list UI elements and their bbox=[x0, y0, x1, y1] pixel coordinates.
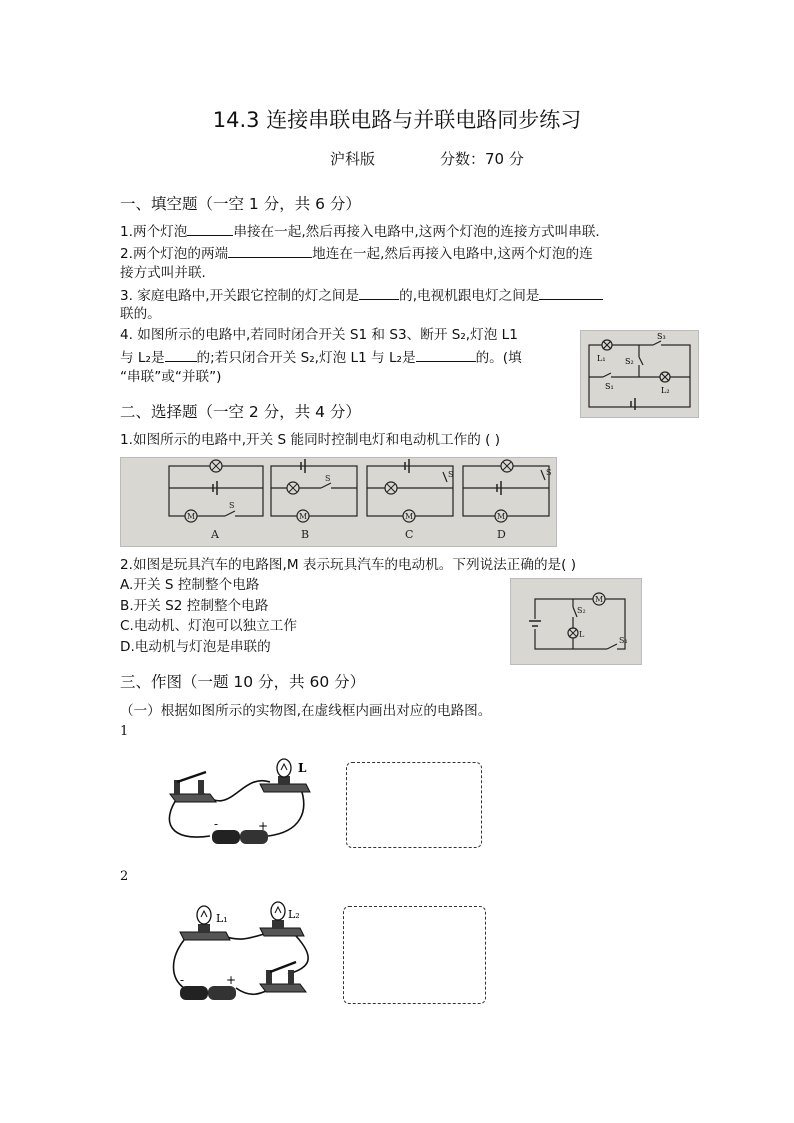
answer-blank[interactable] bbox=[228, 243, 312, 258]
switch-s2-label: S₂ bbox=[577, 606, 586, 615]
section2-heading: 二、选择题（一空 2 分，共 4 分） bbox=[120, 403, 361, 421]
motor-label: M bbox=[595, 595, 604, 604]
s1-q1 bbox=[120, 221, 600, 242]
s1-q2 bbox=[120, 243, 593, 264]
s2-q2: 2.如图是玩具汽车的电路图,M 表示玩具汽车的电动机。下列说法正确的是( ) bbox=[120, 557, 577, 573]
motor-label-a: M bbox=[187, 512, 196, 521]
option-label-b: B bbox=[301, 528, 310, 541]
answer-blank[interactable] bbox=[539, 285, 603, 300]
label-L2: L₂ bbox=[661, 386, 670, 395]
option-a[interactable]: A.开关 S 控制整个电路 bbox=[120, 577, 260, 593]
answer-blank[interactable] bbox=[416, 347, 476, 362]
battery-minus-2: - bbox=[180, 973, 185, 987]
drawing-box-2[interactable] bbox=[343, 906, 486, 1004]
s1-q1-text-a: 1.两个灯泡 bbox=[120, 224, 188, 240]
s1-q3-text-b: 的,电视机跟电灯之间是 bbox=[399, 288, 540, 304]
physical-circuit-1 bbox=[160, 752, 320, 852]
switch-label-c: S bbox=[448, 470, 454, 479]
lamp-label-L2: L₂ bbox=[288, 908, 300, 921]
s1-q3-text-a: 3. 家庭电路中,开关跟它控制的灯之间是 bbox=[120, 288, 360, 304]
item-number-2: 2 bbox=[120, 869, 129, 884]
battery-minus-1: - bbox=[214, 817, 219, 831]
switch-label-d: S bbox=[546, 468, 552, 477]
physical-circuit-2 bbox=[160, 898, 320, 1008]
option-b[interactable]: B.开关 S2 控制整个电路 bbox=[120, 598, 269, 614]
edition-label: 沪科版 bbox=[330, 150, 376, 168]
s1-q4-line2 bbox=[120, 347, 522, 368]
option-label-d: D bbox=[497, 528, 506, 541]
label-S2: S₂ bbox=[625, 357, 634, 366]
circuit-options-diagram bbox=[121, 458, 556, 546]
lamp-label-L: L bbox=[298, 761, 307, 775]
s2-q1: 1.如图所示的电路中,开关 S 能同时控制电灯和电动机工作的 ( ) bbox=[120, 432, 501, 448]
section1-heading: 一、填空题（一空 1 分，共 6 分） bbox=[120, 195, 361, 213]
label-S1: S₁ bbox=[605, 382, 614, 391]
battery-plus-2: + bbox=[226, 973, 237, 987]
s1-q1-text-b: 串接在一起,然后再接入电路中,这两个灯泡的连接方式叫串联. bbox=[233, 224, 600, 240]
toy-car-circuit-figure bbox=[510, 578, 642, 665]
label-S3: S₃ bbox=[657, 332, 666, 341]
s1-q4-text-c: 的;若只闭合开关 S₂,灯泡 L1 与 L₂是 bbox=[196, 350, 416, 366]
circuit-options-figure bbox=[120, 457, 557, 547]
motor-label-d: M bbox=[497, 512, 506, 521]
answer-blank[interactable] bbox=[187, 221, 233, 236]
s1-q4-text-d: 的。(填 bbox=[475, 350, 522, 366]
s1-q2-cont: 接方式叫并联. bbox=[120, 265, 206, 281]
switch-label-b: S bbox=[325, 474, 331, 483]
answer-blank[interactable] bbox=[359, 285, 399, 300]
lamp-label: L bbox=[579, 630, 585, 639]
toy-car-circuit-diagram bbox=[511, 579, 641, 664]
option-label-c: C bbox=[405, 528, 414, 541]
drawing-box-1[interactable] bbox=[346, 762, 482, 848]
page-title: 14.3 连接串联电路与并联电路同步练习 bbox=[212, 108, 582, 132]
item-number-1: 1 bbox=[120, 724, 129, 739]
option-label-a: A bbox=[211, 528, 219, 541]
s1-q2-text-a: 2.两个灯泡的两端 bbox=[120, 246, 229, 262]
lamp-label-L1: L₁ bbox=[216, 912, 228, 925]
s3-instruction: （一）根据如图所示的实物图,在虚线框内画出对应的电路图。 bbox=[120, 703, 492, 719]
s1-q4-line3: “串联”或“并联”) bbox=[120, 369, 222, 385]
battery-plus-1: + bbox=[258, 819, 269, 833]
option-d[interactable]: D.电动机与灯泡是串联的 bbox=[120, 639, 271, 655]
s1-q4-line1: 4. 如图所示的电路中,若同时闭合开关 S1 和 S3、断开 S₂,灯泡 L1 bbox=[120, 327, 518, 343]
s1-q3 bbox=[120, 285, 603, 306]
switch-label-a: S bbox=[229, 501, 235, 510]
answer-blank[interactable] bbox=[165, 347, 197, 362]
s1-q3-cont: 联的。 bbox=[120, 306, 161, 322]
circuit-diagram-q4 bbox=[581, 331, 698, 417]
section3-heading: 三、作图（一题 10 分，共 60 分） bbox=[120, 673, 366, 691]
label-L1: L₁ bbox=[597, 354, 606, 363]
s1-q2-text-b: 地连在一起,然后再接入电路中,这两个灯泡的连 bbox=[312, 246, 593, 262]
switch-s1-label: S₁ bbox=[619, 636, 628, 645]
s1-q4-text-b: 与 L₂是 bbox=[120, 350, 165, 366]
motor-label-c: M bbox=[405, 512, 414, 521]
circuit-figure-q4 bbox=[580, 330, 699, 418]
motor-label-b: M bbox=[299, 512, 308, 521]
option-c[interactable]: C.电动机、灯泡可以独立工作 bbox=[120, 618, 297, 634]
score-label: 分数：70 分 bbox=[440, 150, 524, 168]
